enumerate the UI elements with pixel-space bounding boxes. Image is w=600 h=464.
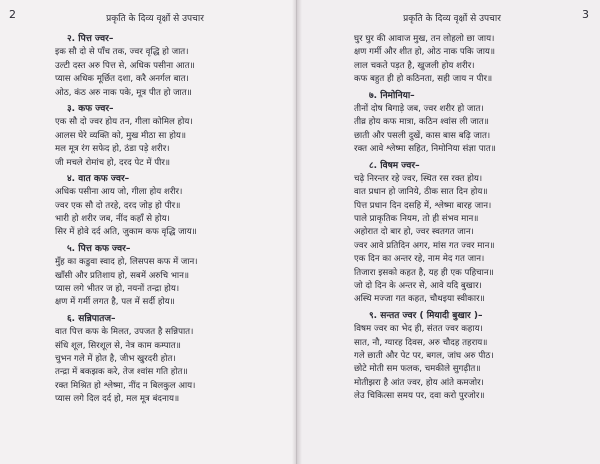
- verse-line: ज्वर एक सौ दो तरहे, दरद जोड़ हो पीर॥: [55, 200, 181, 211]
- verse-line: गले छाती और पेट पर, बगल, जांघ अरु पीठ।: [354, 350, 494, 361]
- verse-line: अहोरात दो बार हो, ज्वर स्वतगत जान।: [354, 227, 474, 238]
- section-title: ७. निमोनिया–: [369, 90, 415, 101]
- verse-line: पाले प्राकृतिक नियम, तो ही संभव मान॥: [354, 214, 479, 225]
- right-page-number: 3: [582, 8, 589, 21]
- right-page-header: प्रकृति के दिव्य वृक्षों से उपचार: [403, 14, 501, 24]
- verse-line: वात प्रधान हो जानिये, ठीक सात दिन होय॥: [354, 187, 488, 198]
- section-title: ३. कफ ज्वर–: [67, 103, 114, 114]
- verse-line: एक सौ दो ज्वर होय तन, गीला कोमिल होय।: [55, 117, 193, 128]
- verse-line: खाँसी और प्रतिशाय हो, सबमें अरुचि भान॥: [55, 270, 190, 281]
- verse-line: छोटे मोती सम फलक, चमकीले सुगढ़ीत॥: [354, 364, 481, 375]
- left-page-number: 2: [9, 8, 16, 21]
- right-page-body: [354, 33, 594, 404]
- verse-line: सात, नौ, ग्यारह दिवस, अरु चौदह तहराय॥: [354, 337, 488, 348]
- section-title: ४. वात कफ ज्वर–: [67, 173, 130, 184]
- verse-line: ओठ, कंठ अरु नाक पके, मूत्र पीत हो जात॥: [55, 87, 192, 98]
- section-title: ६. सन्निपातज–: [67, 313, 116, 324]
- verse-line: अस्थि मज्जा गत कहत, चौथइया स्वीकार॥: [354, 294, 485, 305]
- book-gutter: [292, 0, 302, 464]
- verse-line: तीनों दोष बिगाड़े जब, ज्वर शरीर हो जात।: [354, 103, 484, 114]
- verse-line: वात पित्त कफ के मिलत, उपजत है सन्निपात।: [55, 327, 194, 338]
- verse-line: प्यास लगे दिल दर्द हो, मल मूत्र बंदनाय॥: [55, 394, 180, 405]
- verse-line: सिर में होवे दर्द अति, जुकाम कफ वृद्धि जाय॥: [55, 227, 197, 238]
- right-page: [297, 0, 600, 464]
- verse-line: रक्त आवे श्लेष्मा सहित, निमोनिया संज्ञा पात॥: [354, 144, 496, 155]
- continued-verse: [354, 33, 594, 87]
- verse-line: संधि शूल, सिरशूल से, नेत्र काम कम्पात॥: [55, 340, 181, 351]
- verse-line: मुँह का कडुवा स्वाद हो, लिसपस कफ में जान।: [55, 257, 198, 268]
- verse-line: आलस घेरे व्यक्ति को, मुख मीठा सा होय॥: [55, 130, 187, 141]
- verse-line: लाल चकते पड़त है, खुजली होय शरीर।: [354, 60, 475, 71]
- verse-line: भारी हो शरीर जब, नींद कहाँ से होय।: [55, 214, 170, 225]
- verse-line: प्यास अधिक मूर्छित दशा, करै अनर्गल बात।: [55, 74, 189, 85]
- verse-line: घुर घुर की आवाज मुख, तन लोहलो छा जाय।: [354, 34, 495, 44]
- verse-line: रक्त मिश्रित हो श्लेष्मा, नींद न बिलकुल आय।: [55, 380, 196, 391]
- verse-line: मोतीझरा है आंत ज्वर, होय आंते कमजोर।: [354, 377, 484, 388]
- verse-line: ज्वर आवे प्रतिदिन अगर, मांस गत ज्वर मान॥: [354, 240, 495, 251]
- verse-line: पित्त प्रधान दिन दसहि में, श्लेष्मा बारह जान।: [354, 200, 492, 211]
- verse-line: उल्टी दस्त अरु पित्त से, अधिक पसीना आत॥: [55, 60, 195, 71]
- section-title: ९. सन्तत ज्वर ( मियादी बुखार )–: [369, 310, 483, 321]
- verse-line: चढ़े निरन्तर रहे ज्वर, स्थित रस रक्त होय।: [354, 173, 483, 184]
- left-page-body: [55, 33, 290, 407]
- left-page-header: प्रकृति के दिव्य वृक्षों से उपचार: [106, 14, 204, 24]
- verse-line: चुभन गले में होत है, जीभ खुरदरी होत।: [55, 353, 176, 364]
- verse-line: क्षण में गर्मी लगत है, पल में सर्दी होय॥: [55, 297, 175, 308]
- verse-line: लेउ चिकित्सा समय पर, दवा करो पुरजोर॥: [354, 391, 485, 402]
- verse-line: क्षण गर्मी और शीत हो, ओठ नाक पकि जाय॥: [354, 47, 496, 58]
- verse-line: तिजारा इसको कहत है, यह ही एक पहिचान॥: [354, 267, 494, 278]
- verse-line: इक सौ दो से पाँच तक, ज्वर वृद्धि हो जात।: [55, 47, 189, 58]
- section-title: ५. पित्त कफ ज्वर–: [67, 243, 131, 254]
- verse-line: एक दिन का अन्तर रहे, नाम मेद गत जान।: [354, 254, 485, 265]
- verse-line: विषम ज्वर का भेद ही, संतत ज्वर कहाय।: [354, 324, 483, 335]
- verse-line: प्यास लगे भीतर ज हो, नयनों तन्द्रा होय।: [55, 284, 180, 295]
- verse-line: तीव्र होय कफ मात्रा, कठिन श्वांस ली जात॥: [354, 117, 489, 128]
- verse-line: जो दो दिन के अन्तर से, आवे यदि बुखार।: [354, 281, 482, 292]
- left-page: [0, 0, 297, 464]
- verse-line: छाती और पसली दुखें, कास बास बढ़ि जात।: [354, 130, 491, 141]
- section-title: २. पित्त ज्वर–: [67, 34, 114, 44]
- section-title: ८. विषम ज्वर–: [369, 160, 420, 171]
- verse-line: कफ बहुत ही हो कठिनता, सही जाय न पीर॥: [354, 74, 493, 85]
- verse-line: जी मचले रोमांच हो, दरद पेट में पीर॥: [55, 157, 170, 168]
- verse-line: मल मूत्र रंग सफेद हो, ठंडा पड़े शरीर।: [55, 144, 170, 155]
- verse-line: तन्द्रा में बकझक करे, तेज श्वांस गति होत॥: [55, 367, 188, 378]
- verse-line: अधिक पसीना आय जो, गीला होय शरीर।: [55, 187, 183, 198]
